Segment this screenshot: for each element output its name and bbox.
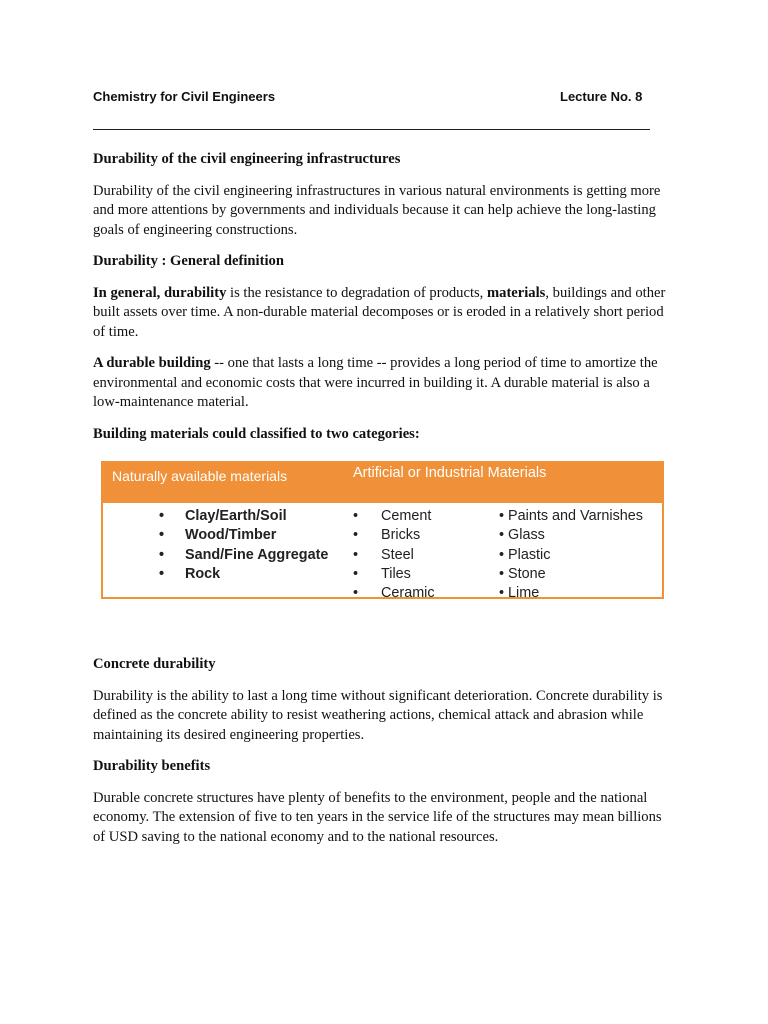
list-item: • Rock	[159, 565, 221, 582]
list-item: • Paints and Varnishes	[499, 508, 643, 524]
header-course-title: Chemistry for Civil Engineers	[93, 89, 276, 104]
main-content	[93, 150, 673, 444]
materials-classification-table	[101, 461, 664, 602]
section-title-general-definition: Durability : General definition	[93, 253, 284, 269]
term-in-general-durability: In general, durability	[93, 284, 227, 301]
header-natural-materials: Naturally available materials	[112, 468, 288, 484]
artificial-materials-list-2	[499, 507, 643, 603]
header-artificial-materials: Artificial or Industrial Materials	[353, 465, 547, 481]
paragraph-definition	[93, 284, 673, 343]
paragraph-intro: Durability of the civil engineering infrastructures in various natural environments is getting more and more attentions by governments and individuals because it can help achieve the long-lasting goals of engineering constructions.	[93, 182, 661, 238]
term-materials: materials	[486, 284, 546, 301]
list-item: • Cement	[353, 508, 432, 524]
list-item: • Lime	[499, 585, 540, 602]
header-lecture-number: Lecture No. 8	[560, 89, 643, 104]
list-item: • Wood/Timber	[159, 527, 277, 544]
list-item: • Clay/Earth/Soil	[159, 508, 287, 524]
list-item: • Tiles	[353, 565, 411, 582]
section-title-concrete-durability: Concrete durability	[93, 656, 216, 672]
artificial-materials-list-1	[353, 507, 435, 603]
list-item: • Steel	[353, 546, 414, 563]
section-title-categories: Building materials could classified to two categories:	[93, 425, 420, 442]
paragraph-concrete-durability: Durability is the ability to last a long time without significant deterioration. Concrete durability is defined as the concrete ability to resist weathering actions, chemical attack and abrasion while maintaining its desired engineering properties.	[93, 687, 663, 743]
main-content-lower	[93, 655, 673, 847]
list-item: • Sand/Fine Aggregate	[159, 546, 329, 563]
list-item: • Bricks	[353, 527, 421, 544]
term-durable-building: A durable building	[93, 355, 211, 371]
list-item: • Stone	[499, 565, 546, 582]
paragraph-durable-building	[93, 354, 673, 413]
list-item: • Glass	[499, 527, 545, 544]
header-divider	[93, 129, 650, 130]
section-title-durability-benefits: Durability benefits	[93, 758, 211, 774]
natural-materials-list	[159, 507, 328, 584]
definition-text-2: , buildings and other built assets over time. A non-durable material decomposes or is eroded in a relatively short period of time.	[93, 284, 666, 340]
list-item: • Ceramic	[353, 585, 435, 602]
section-title-durability-infrastructure: Durability of the civil engineering infrastructures	[93, 151, 401, 167]
definition-text-1: is the resistance to degradation of products,	[226, 284, 487, 301]
materials-table-header	[103, 463, 662, 503]
durable-building-text: -- one that lasts a long time -- provides a long period of time to amortize the environmental and economic costs that were incurred in building it. A durable material is also a low-maintenance material.	[93, 355, 658, 410]
materials-table-body	[103, 503, 662, 602]
paragraph-durability-benefits: Durable concrete structures have plenty of benefits to the environment, people and the national economy. The extension of five to ten years in the service life of the structures may mean billions of USD saving to the national economy and to the national resources.	[93, 789, 662, 845]
list-item: • Plastic	[499, 546, 551, 563]
